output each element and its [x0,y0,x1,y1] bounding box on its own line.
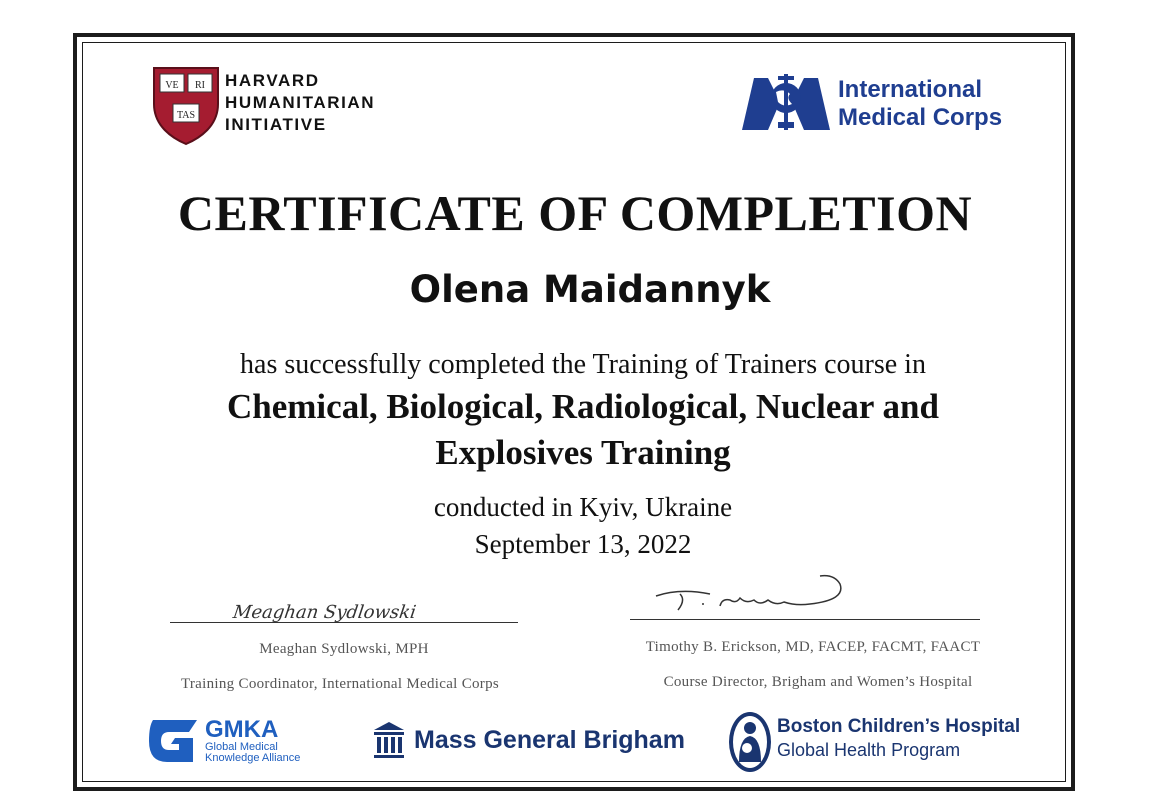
gmka-g-icon [145,716,201,766]
completion-statement: has successfully completed the Training of Trainers course in [240,349,926,380]
bch-name: Boston Children’s Hospital [777,716,1021,737]
gmka-name: GMKA [205,716,279,743]
imc-line-2: Medical Corps [838,104,1003,131]
certificate-title: CERTIFICATE OF COMPLETION [177,185,973,241]
left-signer-name: Meaghan Sydlowski, MPH [259,641,429,657]
bch-subtitle: Global Health Program [777,740,961,760]
hhi-line-1: HARVARD [225,71,320,90]
course-title [0,384,1150,476]
right-signer-name: Timothy B. Erickson, MD, FACEP, FACMT, FAACT [645,639,981,655]
bch-mother-child-icon [727,710,773,774]
gmka-sub-line-1: Global Medical [205,741,278,753]
imc-line-1: International [838,76,983,103]
svg-text:Meaghan Sydlowski: Meaghan Sydlowski [232,602,418,623]
shield-text-tas: TAS [176,110,196,121]
mgb-name: Mass General Brigham [414,726,685,754]
harvard-shield-icon [150,64,222,146]
mgb-building-icon [372,720,406,760]
recipient-name: Olena Maidannyk [409,268,771,311]
course-title-line-1: Chemical, Biological, Radiological, Nuclear and [227,387,939,426]
course-date: September 13, 2022 [474,529,692,559]
course-details [0,489,1150,563]
hhi-line-2: HUMANITARIAN [225,93,376,112]
gmka-subtitle [205,742,300,764]
right-signature-line [630,619,980,620]
shield-text-ri: RI [195,80,205,91]
right-signature [650,570,860,620]
hhi-line-3: INITIATIVE [225,115,327,134]
left-signature-line [170,622,518,623]
left-signer-role: Training Coordinator, International Medical Corps [180,676,500,692]
hhi-wordmark [225,70,375,136]
imc-wordmark [838,76,1002,132]
course-title-line-2: Explosives Training [435,433,731,472]
course-location: conducted in Kyiv, Ukraine [433,492,733,522]
right-signer-role: Course Director, Brigham and Women’s Hospital [663,674,973,690]
shield-text-ve: VE [165,80,179,91]
gmka-sub-line-2: Knowledge Alliance [205,752,301,764]
imc-globe-icon [740,72,832,132]
